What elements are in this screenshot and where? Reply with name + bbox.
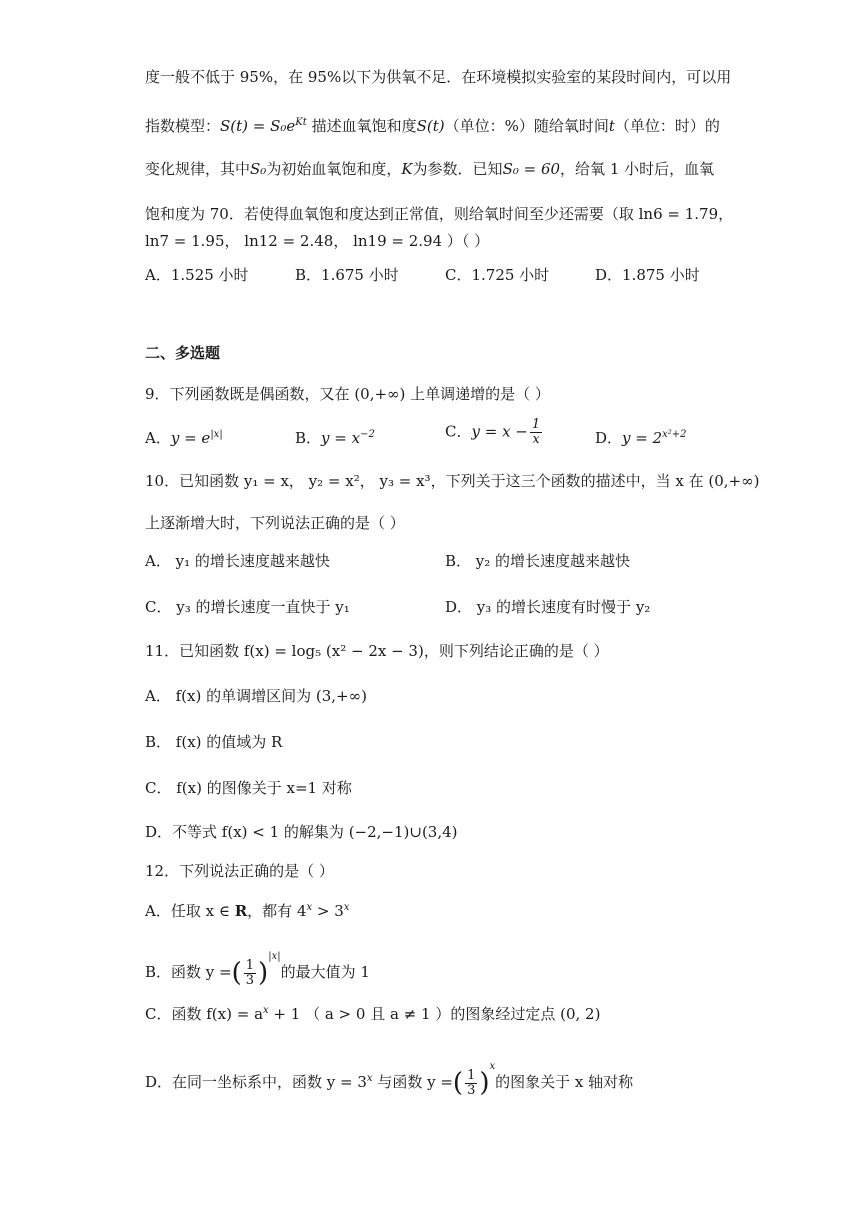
q8-text: 为初始血氧饱和度， xyxy=(266,160,402,178)
q8-line-4: 饱和度为 70．若使得血氧饱和度达到正常值，则给氧时间至少还需要（取 ln6 = 1.79， xyxy=(145,205,734,223)
q12-option-c-text: + 1 （ a > 0 且 a ≠ 1 ）的图象经过定点 (0, 2) xyxy=(268,1005,601,1023)
fraction-numerator: 1 xyxy=(245,957,255,973)
q12-option-d-text: 的图象关于 x 轴对称 xyxy=(495,1073,634,1091)
q12-option-d-text: 与函数 y = xyxy=(372,1073,453,1091)
q9-option-b-exp: −2 xyxy=(360,429,375,440)
q9-option-d-exp: x²+2 xyxy=(662,429,687,440)
q8-model-exponent: Kt xyxy=(295,117,307,128)
fraction-denominator: 3 xyxy=(245,972,255,988)
q12-option-d-exp: x xyxy=(366,1073,373,1084)
q10-option-c[interactable]: C． y₃ 的增长速度一直快于 y₁ xyxy=(145,598,350,616)
fraction-denominator: x xyxy=(532,432,540,447)
q12-option-b-fraction xyxy=(244,959,256,988)
q9-option-a-exp: |x| xyxy=(210,429,223,440)
q12-option-b-text: B．函数 y = xyxy=(145,963,232,981)
q12-option-a[interactable] xyxy=(145,897,349,922)
q10-stem-2: 上逐渐增大时，下列说法正确的是（ ） xyxy=(145,514,405,532)
fraction-numerator: 1 xyxy=(467,1067,476,1083)
right-paren: ) xyxy=(258,958,269,988)
q12-option-a-exp: x xyxy=(306,902,313,913)
q8-text: ，给氧 1 小时后，血氧 xyxy=(560,160,715,178)
section-title: 二、多选题 xyxy=(145,344,221,362)
q11-option-c[interactable]: C． f(x) 的图像关于 x=1 对称 xyxy=(145,779,352,797)
q8-t: t xyxy=(608,117,615,135)
q9-option-a-expr: y = e xyxy=(170,429,211,447)
q9-option-a[interactable] xyxy=(145,424,223,449)
q8-option-c[interactable]: C．1.725 小时 xyxy=(445,266,550,284)
q11-option-d[interactable]: D．不等式 f(x) < 1 的解集为 (−2,−1)∪(3,4) xyxy=(145,823,458,841)
q8-option-d[interactable]: D．1.875 小时 xyxy=(595,266,700,284)
q9-option-a-label: A． xyxy=(145,429,171,447)
left-paren: ( xyxy=(452,1068,464,1098)
q8-text: （单位：时）的 xyxy=(614,117,720,135)
q11-stem: 11．已知函数 f(x) = log₅ (x² − 2x − 3)，则下列结论正确的是（ ） xyxy=(145,642,609,660)
q8-text: 描述血氧饱和度 xyxy=(306,117,417,135)
q9-option-d-expr: y = 2 xyxy=(622,429,663,447)
q9-option-d-label: D． xyxy=(595,429,623,447)
q12-option-d-text: D．在同一坐标系中，函数 y = 3 xyxy=(145,1073,367,1091)
q8-line-2 xyxy=(145,112,720,137)
fraction-numerator: 1 xyxy=(531,417,541,432)
q8-s0-value: S₀ = 60 xyxy=(502,160,561,178)
q12-option-a-text: > 3 xyxy=(312,902,344,920)
q9-option-c-fraction xyxy=(530,418,542,447)
q12-option-d[interactable] xyxy=(145,1050,633,1100)
q10-option-b[interactable]: B． y₂ 的增长速度越来越快 xyxy=(445,552,631,570)
q12-option-b-text: 的最大值为 1 xyxy=(280,963,370,981)
q8-model-formula: S(t) = S₀e xyxy=(220,117,296,135)
q8-option-b[interactable]: B．1.675 小时 xyxy=(295,266,399,284)
q8-text: 指数模型： xyxy=(145,117,221,135)
q12-option-c-text: C．函数 f(x) = a xyxy=(145,1005,264,1023)
q8-line-3 xyxy=(145,158,714,180)
q12-stem: 12．下列说法正确的是（ ） xyxy=(145,862,334,880)
q12-option-d-exp: x xyxy=(489,1061,496,1072)
q8-option-a[interactable]: A．1.525 小时 xyxy=(145,266,249,284)
q9-option-b[interactable] xyxy=(295,424,375,449)
q8-text: （单位：%）随给氧时间 xyxy=(444,117,609,135)
q12-option-a-exp: x xyxy=(343,902,350,913)
q12-option-b[interactable] xyxy=(145,940,370,990)
q11-option-a[interactable]: A． f(x) 的单调增区间为 (3,+∞) xyxy=(145,687,367,705)
q12-option-a-text: ，都有 4 xyxy=(247,902,307,920)
q12-option-c[interactable] xyxy=(145,1000,600,1025)
q10-option-d[interactable]: D． y₃ 的增长速度有时慢于 y₂ xyxy=(445,598,651,616)
q11-option-b[interactable]: B． f(x) 的值域为 R xyxy=(145,733,283,751)
q8-text: 变化规律，其中 xyxy=(145,160,251,178)
q8-text: 为参数．已知 xyxy=(412,160,503,178)
q12-option-d-fraction xyxy=(465,1069,477,1098)
q9-option-c-label: C． xyxy=(445,422,472,441)
q8-s0: S₀ xyxy=(250,160,267,178)
q8-line-1: 度一般不低于 95%，在 95%以下为供氧不足．在环境模拟实验室的某段时间内，可以用 xyxy=(145,68,732,86)
q9-option-b-expr: y = x xyxy=(321,429,361,447)
q12-option-b-exp: |x| xyxy=(268,951,281,962)
q9-stem: 9．下列函数既是偶函数，又在 (0,+∞) 上单调递增的是（ ） xyxy=(145,385,550,403)
q10-option-a[interactable]: A． y₁ 的增长速度越来越快 xyxy=(145,552,330,570)
q9-option-c-expr: y = x − xyxy=(471,422,528,441)
q12-option-a-text: A．任取 x ∈ xyxy=(145,902,235,920)
q12-option-c-exp: x xyxy=(263,1005,269,1016)
q9-option-b-label: B． xyxy=(295,429,322,447)
q12-option-a-set-r: R xyxy=(234,902,248,920)
q9-option-d[interactable] xyxy=(595,424,687,449)
fraction-denominator: 3 xyxy=(467,1082,476,1098)
q8-line-5: ln7 = 1.95， ln12 = 2.48， ln19 = 2.94 ）（ ） xyxy=(145,232,490,250)
q8-st: S(t) xyxy=(416,117,445,135)
left-paren: ( xyxy=(231,958,242,988)
right-paren: ) xyxy=(479,1068,490,1098)
q10-stem-1: 10．已知函数 y₁ = x， y₂ = x²， y₃ = x³，下列关于这三个函数的描述中，当 x 在 (0,+∞) xyxy=(145,472,760,490)
q8-k: K xyxy=(401,160,413,178)
q9-option-c[interactable] xyxy=(445,418,544,447)
